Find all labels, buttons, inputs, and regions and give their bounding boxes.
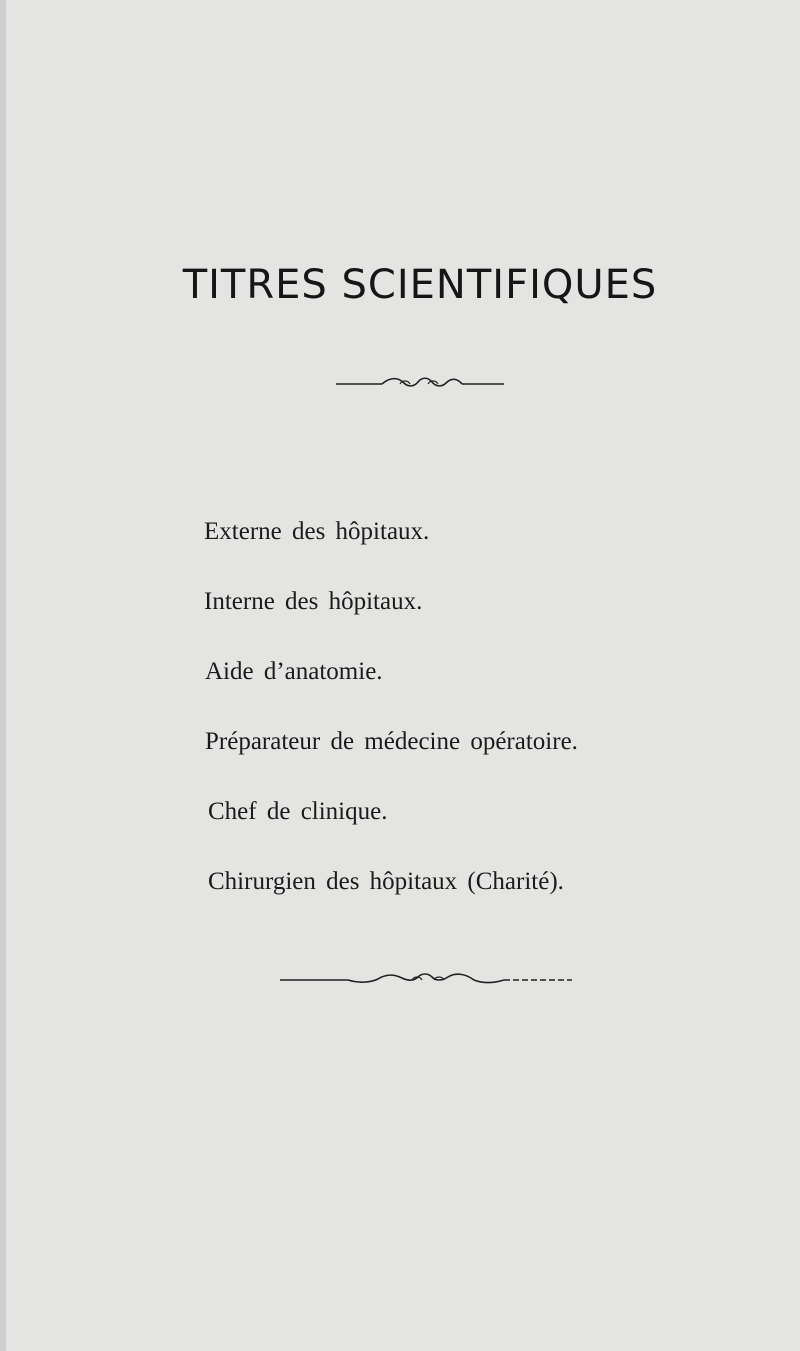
list-item: Aide d’anatomie. <box>205 658 383 685</box>
top-ornament-divider <box>334 374 506 394</box>
list-item: Préparateur de médecine opératoire. <box>205 728 578 755</box>
page-edge-shadow <box>0 0 6 1351</box>
list-item: Chirurgien des hôpitaux (Charité). <box>208 868 564 895</box>
bottom-ornament-divider <box>278 968 574 992</box>
list-item: Interne des hôpitaux. <box>204 588 423 615</box>
list-item: Externe des hôpitaux. <box>204 518 430 545</box>
list-item: Chef de clinique. <box>208 798 388 825</box>
page-title: TITRES SCIENTIFIQUES <box>182 262 658 308</box>
